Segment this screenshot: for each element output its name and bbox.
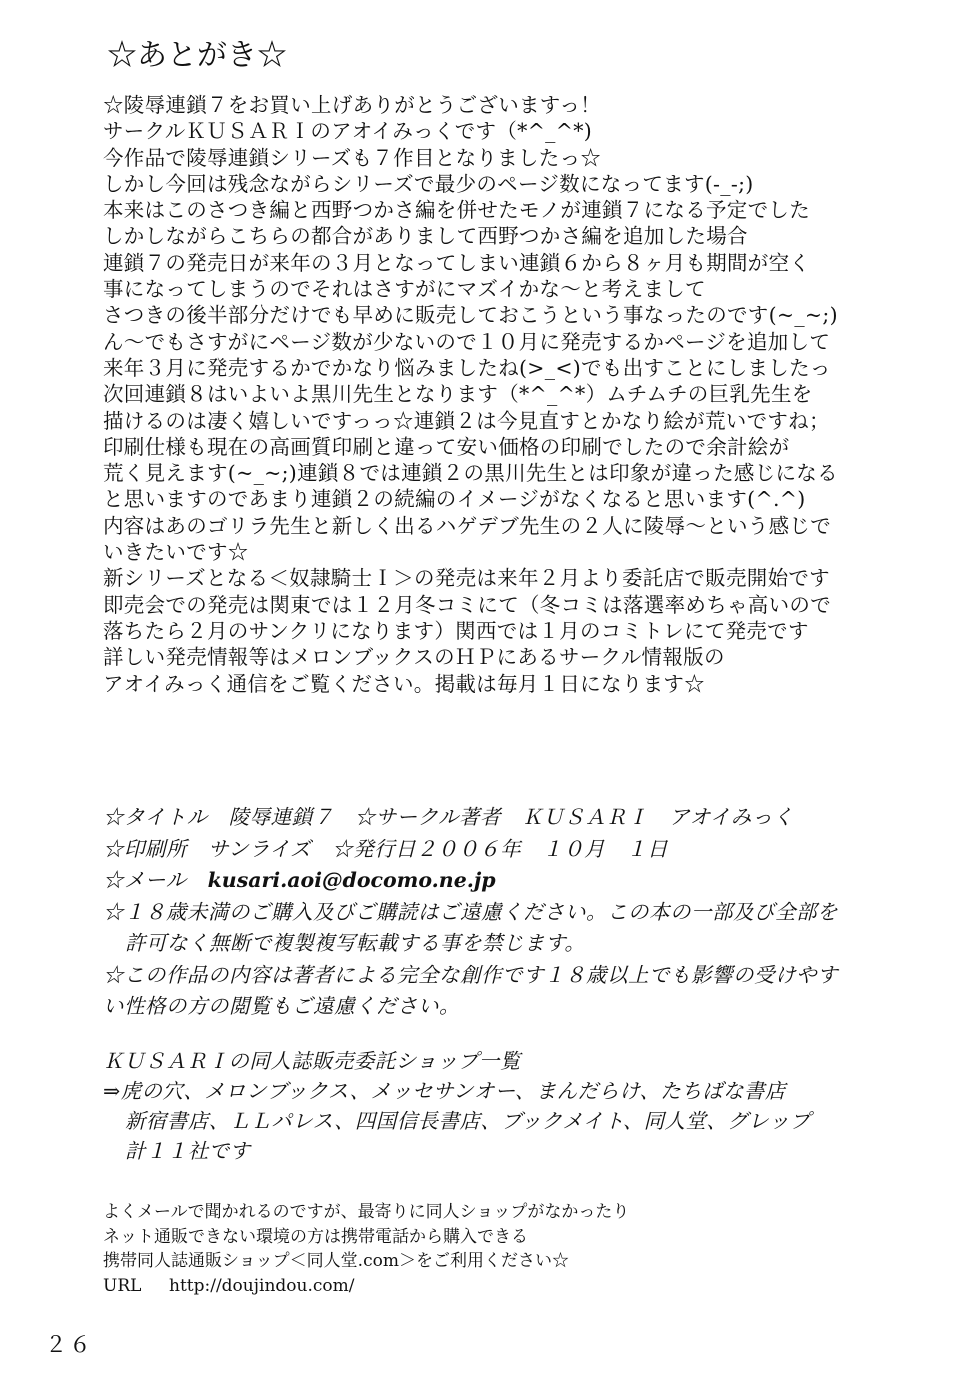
body-line: 即売会での発売は関東では１２月冬コミにて（冬コミは落選率めちゃ高いので	[103, 592, 831, 617]
colophon-mail-line	[103, 865, 953, 897]
colophon	[103, 802, 953, 1023]
body-line: サークルＫＵＳＡＲＩのアオイみっくです（*^_^*)	[103, 119, 593, 144]
body-line: ☆陵辱連鎖７をお買い上げありがとうございますっ！	[103, 93, 601, 117]
colophon-title-line: ☆タイトル 陵辱連鎖７ ☆サークル著者 ＫＵＳＡＲＩ アオイみっく	[103, 805, 794, 829]
body-line: 荒く見えます(~_~;)連鎖８では連鎖２の黒川先生とは印象が違った感じになる	[103, 461, 838, 486]
creation-notice-line: い性格の方の閲覧もご遠慮ください。	[103, 994, 460, 1018]
note-line: 携帯同人誌通販ショップ＜同人堂.com＞をご利用ください☆	[103, 1251, 569, 1271]
body-line: 連鎖７の発売日が来年の３月となってしまい連鎖６から８ヶ月も期間が空く	[103, 250, 811, 275]
body-line: 今作品で陵辱連鎖シリーズも７作目となりましたっ☆	[103, 145, 602, 170]
mail-label: ☆メール	[103, 868, 208, 892]
body-line: 描けるのは凄く嬉しいですっっ☆連鎖２は今見直すとかなり絵が荒いですね；	[103, 408, 830, 433]
body-line: 内容はあのゴリラ先生と新しく出るハゲデブ先生の２人に陵辱～という感じで	[103, 513, 831, 538]
note-line: ネット通販できない環境の方は携帯電話から購入できる	[103, 1226, 528, 1247]
afterword-body	[103, 92, 953, 697]
creation-notice-line: ☆この作品の内容は著者による完全な創作です１８歳以上でも影響の受けやす	[103, 962, 838, 987]
body-line: 本来はこのさつき編と西野つかさ編を併せたモノが連鎖７になる予定でした	[103, 198, 810, 223]
note-line: よくメールで聞かれるのですが、最寄りに同人ショップがなかったり	[103, 1202, 630, 1222]
body-line: 新シリーズとなる＜奴隷騎士Ｉ＞の発売は来年２月より委託店で販売開始です	[103, 566, 830, 591]
mobile-shop-notes	[103, 1200, 953, 1298]
body-line: しかし今回は残念ながらシリーズで最少のページ数になってます(-_-;)	[103, 171, 754, 196]
age-warning-line: 許可なく無断で複製複写転載する事を禁じます。	[125, 931, 586, 955]
body-line: さつきの後半部分だけでも早めに販売しておこうという事なったのです(~_~;)	[103, 303, 838, 328]
body-line: 印刷仕様も現在の高画質印刷と違って安い価格の印刷でしたので余計絵が	[103, 434, 790, 459]
age-warning-line: ☆１８歳未満のご購入及びご購読はご遠慮ください。この本の一部及び全部を	[103, 899, 838, 924]
mail-address: kusari.aoi@docomo.ne.jp	[207, 868, 496, 892]
body-line: 落ちたら２月のサンクリになります）関西では１月のコミトレにて発売です	[103, 618, 809, 643]
page-number: ２６	[45, 1333, 94, 1358]
body-line: しかしながらこちらの都合がありまして西野つかさ編を追加した場合	[103, 224, 748, 249]
body-line: いきたいです☆	[103, 540, 249, 565]
body-line: 来年３月に発売するかでかなり悩みましたね(>_<)でも出すことにしましたっ	[103, 355, 831, 380]
body-line: ん～でもさすがにページ数が少ないので１０月に発売するかページを追加して	[103, 329, 831, 354]
shop-list-line: ⇒虎の穴、メロンブックス、メッセサンオー、まんだらけ、たちばな書店	[103, 1079, 786, 1103]
body-line: 次回連鎖８はいよいよ黒川先生となります（*^_^*）ムチムチの巨乳先生を	[103, 382, 813, 407]
shop-list-line: 新宿書店、ＬＬパレス、四国信長書店、ブックメイト、同人堂、グレップ	[125, 1109, 811, 1133]
url-label: URL	[103, 1275, 142, 1296]
body-line: と思いますのであまり連鎖２の続編のイメージがなくなると思います(^.^)	[103, 487, 806, 512]
body-line: アオイみっく通信をご覧ください。掲載は毎月１日になります☆	[103, 671, 705, 696]
shop-url: http://doujindou.com/	[169, 1275, 355, 1296]
shop-list-heading: ＫＵＳＡＲＩの同人誌販売委託ショップ一覧	[103, 1049, 521, 1073]
url-line	[103, 1274, 953, 1299]
body-line: 詳しい発売情報等はメロンブックスのＨＰにあるサークル情報版の	[103, 645, 725, 670]
page-title: ☆あとがき☆	[107, 38, 287, 73]
shop-list-line: 計１１社です	[125, 1139, 251, 1163]
shop-list	[103, 1046, 953, 1166]
body-line: 事になってしまうのでそれはさすがにマズイかな～と考えまして	[103, 277, 706, 302]
colophon-printer-line: ☆印刷所 サンライズ ☆発行日２００６年 １０月 １日	[103, 836, 669, 861]
